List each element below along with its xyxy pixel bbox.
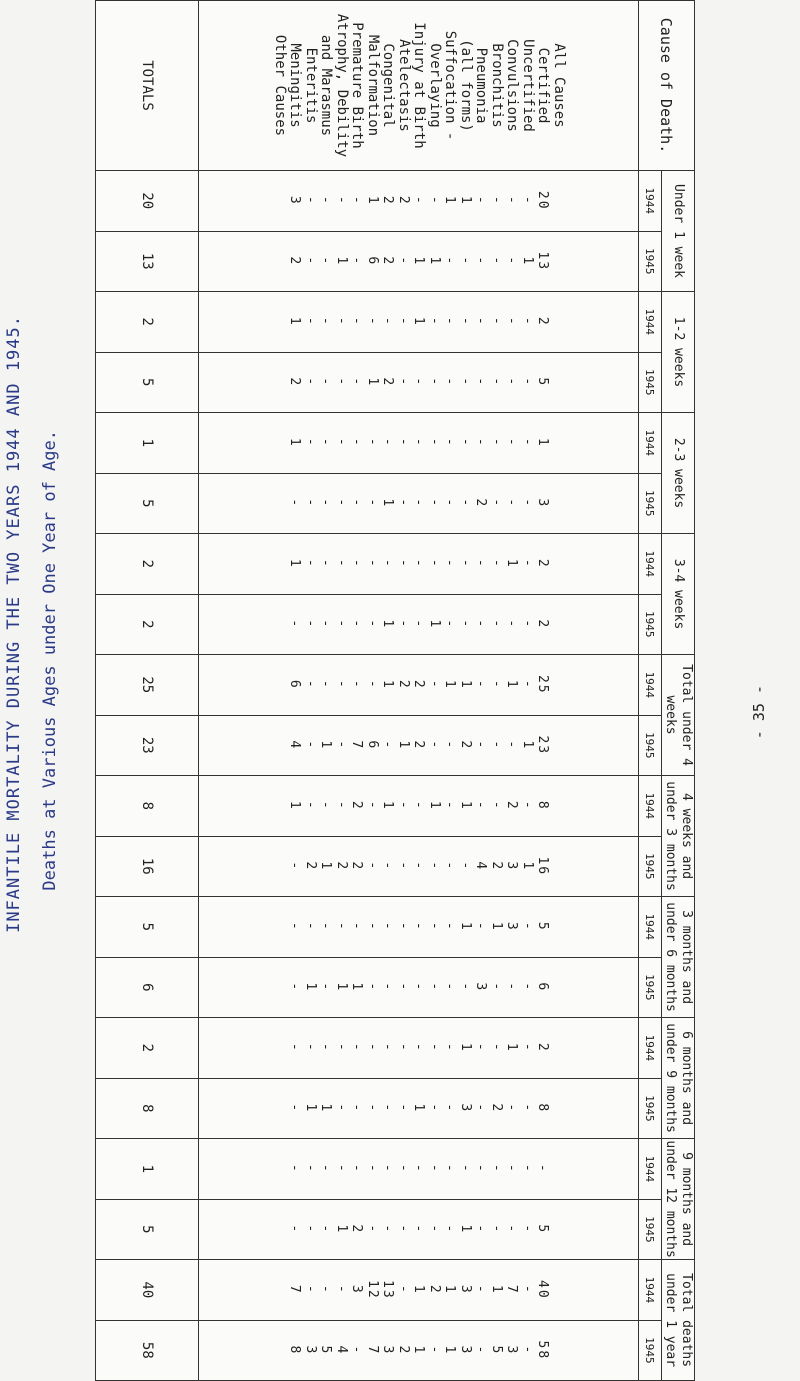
table-sheet — [95, 0, 695, 1381]
year-1944: 1944 — [639, 776, 662, 837]
column-header-3-4-weeks: 3-4 weeks — [662, 534, 695, 655]
values-3m-6m-1945: 6 - - - 3 - - - - - - - 1 1 - 1 - — [199, 957, 639, 1018]
total-under-1-week-1945: 13 — [96, 231, 199, 292]
year-1945: 1945 — [639, 352, 662, 413]
total-under-4-weeks-1944: 25 — [96, 655, 199, 716]
values-3-4-weeks-1945: 2 - - - - - - 1 - - 1 - - - - - - — [199, 594, 639, 655]
year-1944: 1944 — [639, 1018, 662, 1079]
year-1945: 1945 — [639, 594, 662, 655]
total-1-2-weeks-1944: 2 — [96, 292, 199, 353]
column-header-total-under-4-weeks: Total under 4 weeks — [662, 655, 695, 776]
column-header-under-1-week: Under 1 week — [662, 171, 695, 292]
total-3m-6m-1945: 6 — [96, 957, 199, 1018]
cause-header: Cause of Death. — [639, 1, 695, 171]
cause-rows — [199, 1, 639, 1381]
total-6m-9m-1945: 8 — [96, 1078, 199, 1139]
total-2-3-weeks-1944: 1 — [96, 413, 199, 474]
column-header-6m-9m: 6 months and under 9 months — [662, 1018, 695, 1139]
page-title: INFANTILE MORTALITY DURING THE TWO YEARS 1944 AND 1945. — [4, 315, 24, 933]
total-4w-3m-1945: 16 — [96, 836, 199, 897]
page-number: - 35 - — [750, 685, 768, 740]
values-total-under-4-weeks-1944: 25 - 1 - - 1 1 - 2 2 1 - - - - - 6 — [199, 655, 639, 716]
column-header-3m-6m: 3 months and under 6 months — [662, 897, 695, 1018]
values-2-3-weeks-1945: 3 - - - 2 - - - - - 1 - - - - - - — [199, 473, 639, 534]
year-1944: 1944 — [639, 1260, 662, 1321]
total-under-1-year-1945: 58 — [96, 1320, 199, 1381]
total-6m-9m-1944: 2 — [96, 1018, 199, 1079]
total-under-1-year-1944: 40 — [96, 1260, 199, 1321]
values-total-under-1-year-1945: 58 - 3 5 - 3 1 - 1 2 3 7 - 4 5 3 8 — [199, 1320, 639, 1381]
year-1944: 1944 — [639, 171, 662, 232]
year-1944: 1944 — [639, 897, 662, 958]
column-header-1-2-weeks: 1-2 weeks — [662, 292, 695, 413]
total-4w-3m-1944: 8 — [96, 776, 199, 837]
totals-row — [96, 1, 199, 1381]
total-9m-12m-1944: 1 — [96, 1139, 199, 1200]
column-header-9m-12m: 9 months and under 12 months — [663, 1140, 694, 1258]
values-6m-9m-1944: 2 - 1 - - 1 - - - - - - - - - - - — [199, 1018, 639, 1079]
year-1944: 1944 — [639, 534, 662, 595]
values-1-2-weeks-1944: 2 - - - - - - - 1 - - - - - - - 1 — [199, 292, 639, 353]
total-9m-12m-1945: 5 — [96, 1199, 199, 1260]
values-9m-12m-1944: - - - - - - - - - - - - - - - - - — [199, 1139, 639, 1200]
values-under-1-week-1945: 13 1 - - - - - 1 1 - 2 6 - 1 - - 2 — [199, 231, 639, 292]
year-1944: 1944 — [639, 292, 662, 353]
values-4w-3m-1944: 8 - 2 - - 1 - 1 - - 1 - 2 - - - 1 — [199, 776, 639, 837]
year-1944: 1944 — [639, 655, 662, 716]
values-9m-12m-1945: 5 - - - - 1 - - - - - - 2 1 - - - — [199, 1199, 639, 1260]
column-header-2-3-weeks: 2-3 weeks — [662, 413, 695, 534]
values-total-under-1-year-1944: 40 - 7 1 - 3 1 2 1 - 13 12 3 - - - 7 — [199, 1260, 639, 1321]
column-header-row — [662, 1, 695, 1381]
values-4w-3m-1945: 16 1 3 2 4 - - - - - - - 2 2 1 2 - — [199, 836, 639, 897]
year-1945: 1945 — [639, 957, 662, 1018]
total-1-2-weeks-1945: 5 — [96, 352, 199, 413]
page-subtitle: Deaths at Various Ages under One Year of Age. — [40, 430, 60, 891]
mortality-table — [95, 0, 695, 1381]
values-3-4-weeks-1944: 2 - 1 - - - - - - - - - - - - - 1 — [199, 534, 639, 595]
values-6m-9m-1945: 8 - - 2 - 3 - - 1 - - - - - 1 1 - — [199, 1078, 639, 1139]
total-under-1-week-1944: 20 — [96, 171, 199, 232]
total-2-3-weeks-1945: 5 — [96, 473, 199, 534]
year-1945: 1945 — [639, 1199, 662, 1260]
values-1-2-weeks-1945: 5 - - - - - - - - - 2 1 - - - - 2 — [199, 352, 639, 413]
year-1945: 1945 — [639, 836, 662, 897]
year-1944: 1944 — [639, 1139, 662, 1200]
year-header-row — [639, 1, 662, 1381]
year-1944: 1944 — [639, 413, 662, 474]
values-3m-6m-1944: 5 - 3 1 - 1 - - - - - - - - - - - — [199, 897, 639, 958]
column-header-4w-3m: 4 weeks and under 3 months — [662, 776, 695, 897]
year-1945: 1945 — [639, 231, 662, 292]
rotated-table-container — [95, 0, 695, 1381]
total-3m-6m-1944: 5 — [96, 897, 199, 958]
cause-list: All Causes Certified Uncertified Convulsions Bronchitis Pneumonia (all forms) Suffocation - Overlaying Injury at Birth Atelectasis Congenital Malformation Premature Birth Atrophy, Debility and Marasmus Enteritis Meningitis Other Causes — [199, 1, 639, 171]
year-1945: 1945 — [639, 1320, 662, 1381]
total-3-4-weeks-1945: 2 — [96, 594, 199, 655]
total-3-4-weeks-1944: 2 — [96, 534, 199, 595]
year-1945: 1945 — [639, 473, 662, 534]
total-under-4-weeks-1945: 23 — [96, 715, 199, 776]
values-under-1-week-1944: 20 - - - - 1 1 - - 2 2 1 - - - - 3 — [199, 171, 639, 232]
values-2-3-weeks-1944: 1 - - - - - - - - - - - - - - - 1 — [199, 413, 639, 474]
column-header-total-under-1-year: Total deaths under 1 year — [662, 1260, 695, 1381]
totals-label: TOTALS — [96, 1, 199, 171]
values-total-under-4-weeks-1945: 23 1 - - - 2 - - 2 1 - 6 7 - 1 - 4 — [199, 715, 639, 776]
year-1945: 1945 — [639, 1078, 662, 1139]
year-1945: 1945 — [639, 715, 662, 776]
